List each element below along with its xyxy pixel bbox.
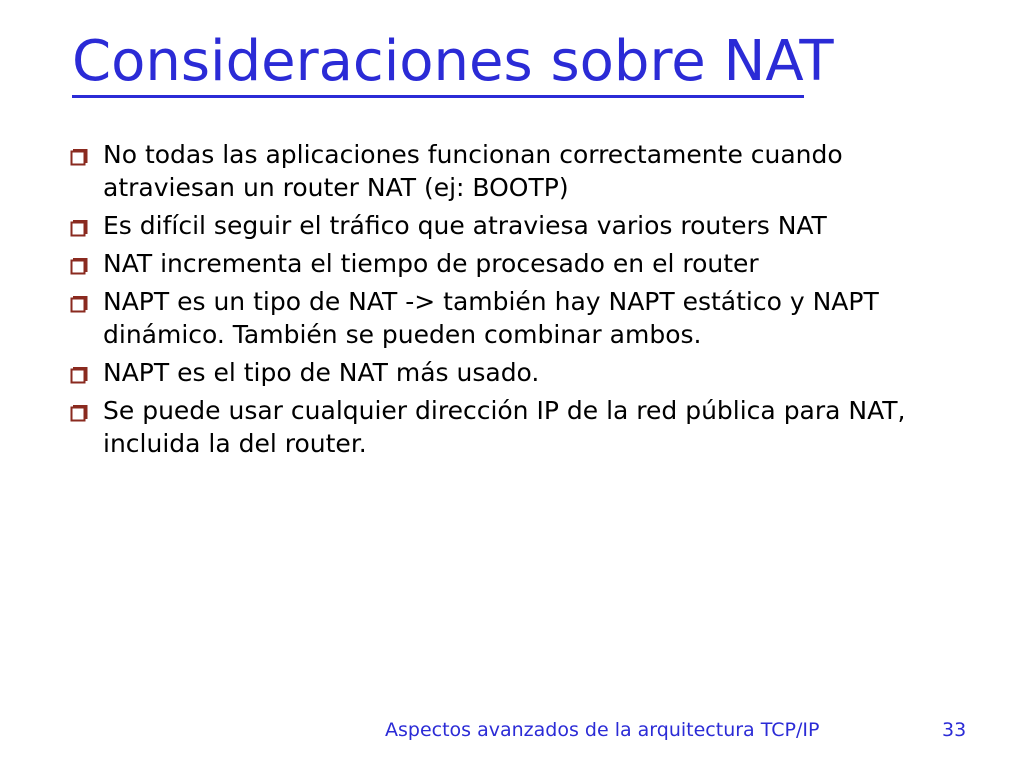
checkbox-bullet-icon (70, 219, 88, 237)
footer-title: Aspectos avanzados de la arquitectura TCP/IP (385, 719, 820, 741)
bullet-text: Se puede usar cualquier dirección IP de la red pública para NAT, incluida la del router. (103, 396, 906, 458)
checkbox-bullet-icon (70, 295, 88, 313)
list-item (0, 285, 1024, 351)
slide-title: Consideraciones sobre NAT (72, 29, 834, 94)
bullet-text: NAPT es un tipo de NAT -> también hay NAPT estático y NAPT dinámico. También se pueden combinar ambos. (103, 287, 879, 349)
list-item (0, 209, 1024, 242)
list-item (0, 138, 1024, 204)
bullet-list (0, 138, 1024, 465)
title-underline (72, 95, 804, 98)
list-item (0, 247, 1024, 280)
bullet-text: Es difícil seguir el tráfico que atraviesa varios routers NAT (103, 211, 827, 240)
checkbox-bullet-icon (70, 404, 88, 422)
checkbox-bullet-icon (70, 148, 88, 166)
bullet-text: No todas las aplicaciones funcionan correctamente cuando atraviesan un router NAT (ej: BOOTP) (103, 140, 843, 202)
list-item (0, 356, 1024, 389)
checkbox-bullet-icon (70, 366, 88, 384)
page-number: 33 (942, 719, 967, 741)
list-item (0, 394, 1024, 460)
bullet-text: NAPT es el tipo de NAT más usado. (103, 358, 540, 387)
bullet-text: NAT incrementa el tiempo de procesado en el router (103, 249, 759, 278)
checkbox-bullet-icon (70, 257, 88, 275)
